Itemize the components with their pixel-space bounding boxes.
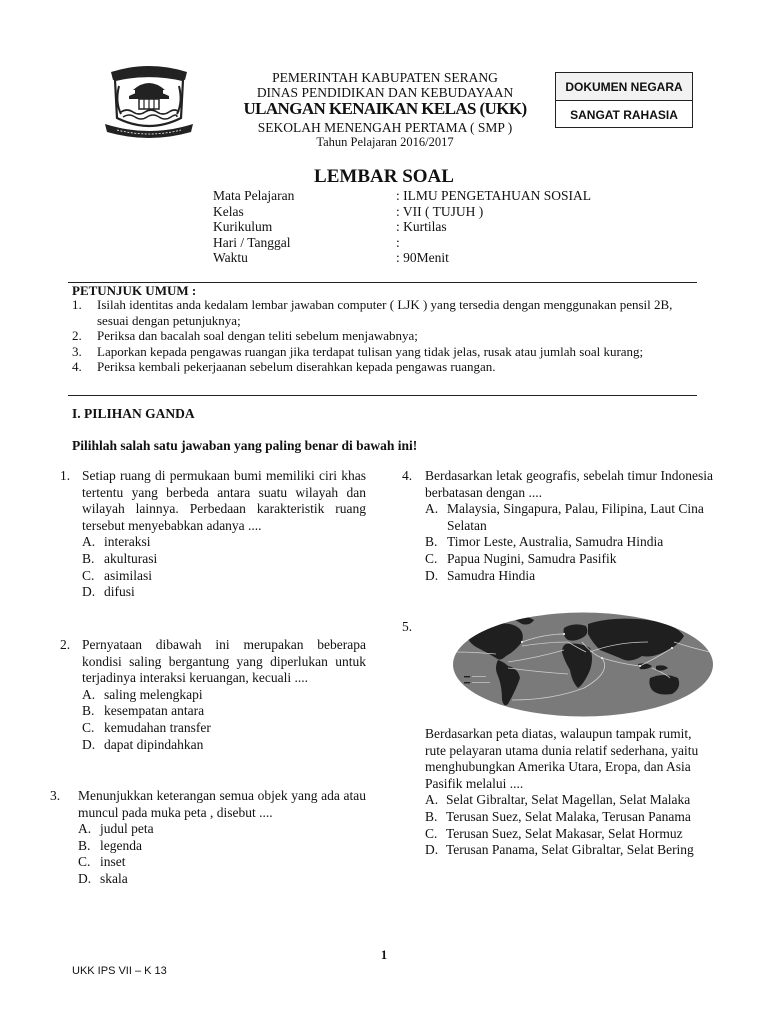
option-letter: B.	[425, 534, 438, 550]
page-number: 1	[380, 948, 388, 962]
option-letter: A.	[425, 792, 439, 808]
header-government: PEMERINTAH KABUPATEN SERANG	[272, 70, 498, 85]
instruction-item	[72, 344, 697, 360]
option-c	[425, 551, 713, 568]
option-letter: B.	[82, 550, 95, 566]
option-d	[82, 584, 366, 601]
question-number: 5.	[402, 619, 413, 634]
question-4	[402, 468, 713, 584]
instruction-text: Periksa kembali pekerjaanan sebelum diserahkan kepada pengawas ruangan.	[97, 359, 496, 374]
option-letter: C.	[82, 719, 95, 735]
instruction-text: Isilah identitas anda kedalam lembar jawaban computer ( LJK ) yang tersedia dengan menggunakan pensil 2B, sesuai dengan petunjuknya;	[97, 297, 673, 328]
option-text: Terusan Suez, Selat Makasar, Selat Hormuz	[446, 825, 683, 841]
option-d	[425, 568, 713, 585]
instructions-list	[72, 297, 697, 375]
option-text: kesempatan antara	[104, 703, 205, 719]
info-value: : ILMU PENGETAHUAN SOSIAL	[396, 188, 592, 203]
option-text: difusi	[104, 584, 135, 600]
option-text: Malaysia, Singapura, Palau, Filipina, Laut Cina Selatan	[447, 501, 704, 533]
option-c	[425, 826, 713, 843]
divider	[68, 395, 697, 396]
option-letter: D.	[425, 842, 439, 858]
option-text: legenda	[100, 837, 142, 853]
instruction-item	[72, 359, 697, 375]
option-text: Timor Leste, Australia, Samudra Hindia	[447, 534, 664, 550]
option-letter: B.	[82, 703, 95, 719]
option-b	[425, 534, 713, 551]
question-text: Berdasarkan letak geografis, sebelah timur Indonesia berbatasan dengan ....	[425, 468, 713, 500]
option-c	[82, 720, 366, 737]
option-text: inset	[100, 854, 126, 870]
info-value: : VII ( TUJUH )	[396, 203, 484, 219]
option-b	[82, 551, 366, 568]
classification-secret: SANGAT RAHASIA	[570, 107, 678, 122]
option-letter: A.	[82, 686, 96, 702]
option-a	[78, 821, 366, 838]
option-text: judul peta	[100, 821, 154, 837]
info-row-curriculum	[213, 219, 633, 235]
info-row-class	[213, 204, 633, 220]
option-text: Samudra Hindia	[447, 567, 536, 583]
option-text: Selat Gibraltar, Selat Magellan, Selat Malaka	[446, 792, 691, 808]
option-letter: D.	[425, 567, 439, 583]
kabupaten-serang-crest-icon	[105, 62, 193, 138]
question-number: 2.	[60, 637, 71, 652]
exam-info-table	[213, 188, 633, 266]
option-c	[78, 854, 366, 871]
option-text: asimilasi	[104, 567, 152, 583]
instructions-title: PETUNJUK UMUM :	[72, 283, 197, 298]
instruction-number: 3.	[72, 343, 82, 359]
option-text: kemudahan transfer	[104, 719, 211, 735]
question-1	[60, 468, 366, 601]
info-value: :	[396, 234, 400, 250]
instruction-number: 1.	[72, 297, 82, 312]
option-d	[82, 737, 366, 754]
info-key: Waktu	[213, 250, 248, 265]
section-instruction: Pilihlah salah satu jawaban yang paling benar di bawah ini!	[72, 438, 418, 453]
section-title: I. PILIHAN GANDA	[72, 406, 195, 421]
instruction-item	[72, 328, 697, 344]
option-letter: C.	[425, 550, 438, 566]
info-row-date	[213, 235, 633, 251]
question-text: Menunjukkan keterangan semua objek yang ada atau muncul pada muka peta , disebut ....	[78, 788, 366, 820]
option-letter: C.	[78, 854, 91, 870]
option-letter: A.	[425, 501, 439, 517]
option-text: Papua Nugini, Samudra Pasifik	[447, 550, 617, 566]
question-number: 3.	[50, 788, 61, 803]
option-a	[82, 534, 366, 551]
instruction-number: 4.	[72, 359, 82, 374]
option-text: Terusan Panama, Selat Gibraltar, Selat Bering	[446, 842, 694, 858]
option-a	[425, 792, 713, 809]
option-letter: B.	[78, 837, 91, 853]
option-d	[78, 871, 366, 888]
option-text: dapat dipindahkan	[104, 736, 204, 752]
question-text: Setiap ruang di permukaan bumi memiliki ciri khas tertentu yang berbeda antara suatu wilayah dan wilayah lainnya. Perbedaan karakteristik ruang tersebut menyebabkan adanya ....	[82, 468, 366, 533]
instruction-item	[72, 297, 697, 328]
option-b	[82, 703, 366, 720]
info-row-duration	[213, 250, 633, 266]
header-academic-year: Tahun Pelajaran 2016/2017	[316, 135, 454, 149]
option-text: interaksi	[104, 534, 151, 550]
sheet-title: LEMBAR SOAL	[314, 166, 454, 187]
option-a	[82, 687, 366, 704]
option-text: skala	[100, 870, 128, 886]
info-key: Kelas	[213, 203, 244, 219]
info-key: Hari / Tanggal	[213, 234, 291, 250]
info-value: : 90Menit	[396, 250, 449, 265]
option-d	[425, 842, 713, 859]
header-school-level: SEKOLAH MENENGAH PERTAMA ( SMP )	[257, 120, 513, 135]
question-number: 4.	[402, 468, 413, 483]
option-letter: A.	[82, 534, 96, 550]
question-text: Pernyataan dibawah ini merupakan beberapa kondisi saling bergantung yang diperlukan untuk terjadinya interaksi keruangan, kecuali ....	[82, 637, 366, 686]
info-row-subject	[213, 188, 633, 204]
question-2	[60, 637, 366, 753]
classification-document: DOKUMEN NEGARA	[556, 73, 692, 101]
header-department: DINAS PENDIDIKAN DAN KEBUDAYAAN	[256, 85, 514, 100]
footer-label: UKK IPS VII – K 13	[72, 965, 167, 977]
option-text: Terusan Suez, Selat Malaka, Terusan Panama	[446, 808, 691, 824]
option-letter: D.	[78, 870, 92, 886]
question-number: 1.	[60, 468, 71, 483]
instruction-number: 2.	[72, 328, 82, 343]
option-letter: C.	[425, 825, 438, 841]
question-5	[425, 726, 713, 859]
question-3	[50, 788, 366, 888]
header-exam-title: ULANGAN KENAIKAN KELAS (UKK)	[243, 99, 527, 118]
option-b	[78, 838, 366, 855]
question-text: Berdasarkan peta diatas, walaupun tampak rumit, rute pelayaran utama dunia relatif sederhana, yaitu menghubungkan Amerika Utara, Eropa, dan Asia Pasifik melalui ....	[425, 726, 699, 791]
option-letter: D.	[82, 584, 96, 600]
option-letter: A.	[78, 821, 92, 837]
info-key: Mata Pelajaran	[213, 188, 295, 203]
option-text: saling melengkapi	[104, 686, 203, 702]
classification-box	[555, 72, 693, 128]
option-text: akulturasi	[104, 550, 158, 566]
option-letter: C.	[82, 567, 95, 583]
world-shipping-routes-map	[452, 612, 714, 717]
info-key: Kurikulum	[213, 219, 273, 234]
option-letter: D.	[82, 736, 96, 752]
instruction-text: Laporkan kepada pengawas ruangan jika terdapat tulisan yang tidak jelas, rusak atau jumlah soal kurang;	[97, 343, 644, 359]
option-b	[425, 809, 713, 826]
option-a	[425, 501, 713, 534]
info-value: : Kurtilas	[396, 219, 447, 234]
option-letter: B.	[425, 808, 438, 824]
instruction-text: Periksa dan bacalah soal dengan teliti sebelum menjawabnya;	[97, 328, 418, 343]
option-c	[82, 568, 366, 585]
